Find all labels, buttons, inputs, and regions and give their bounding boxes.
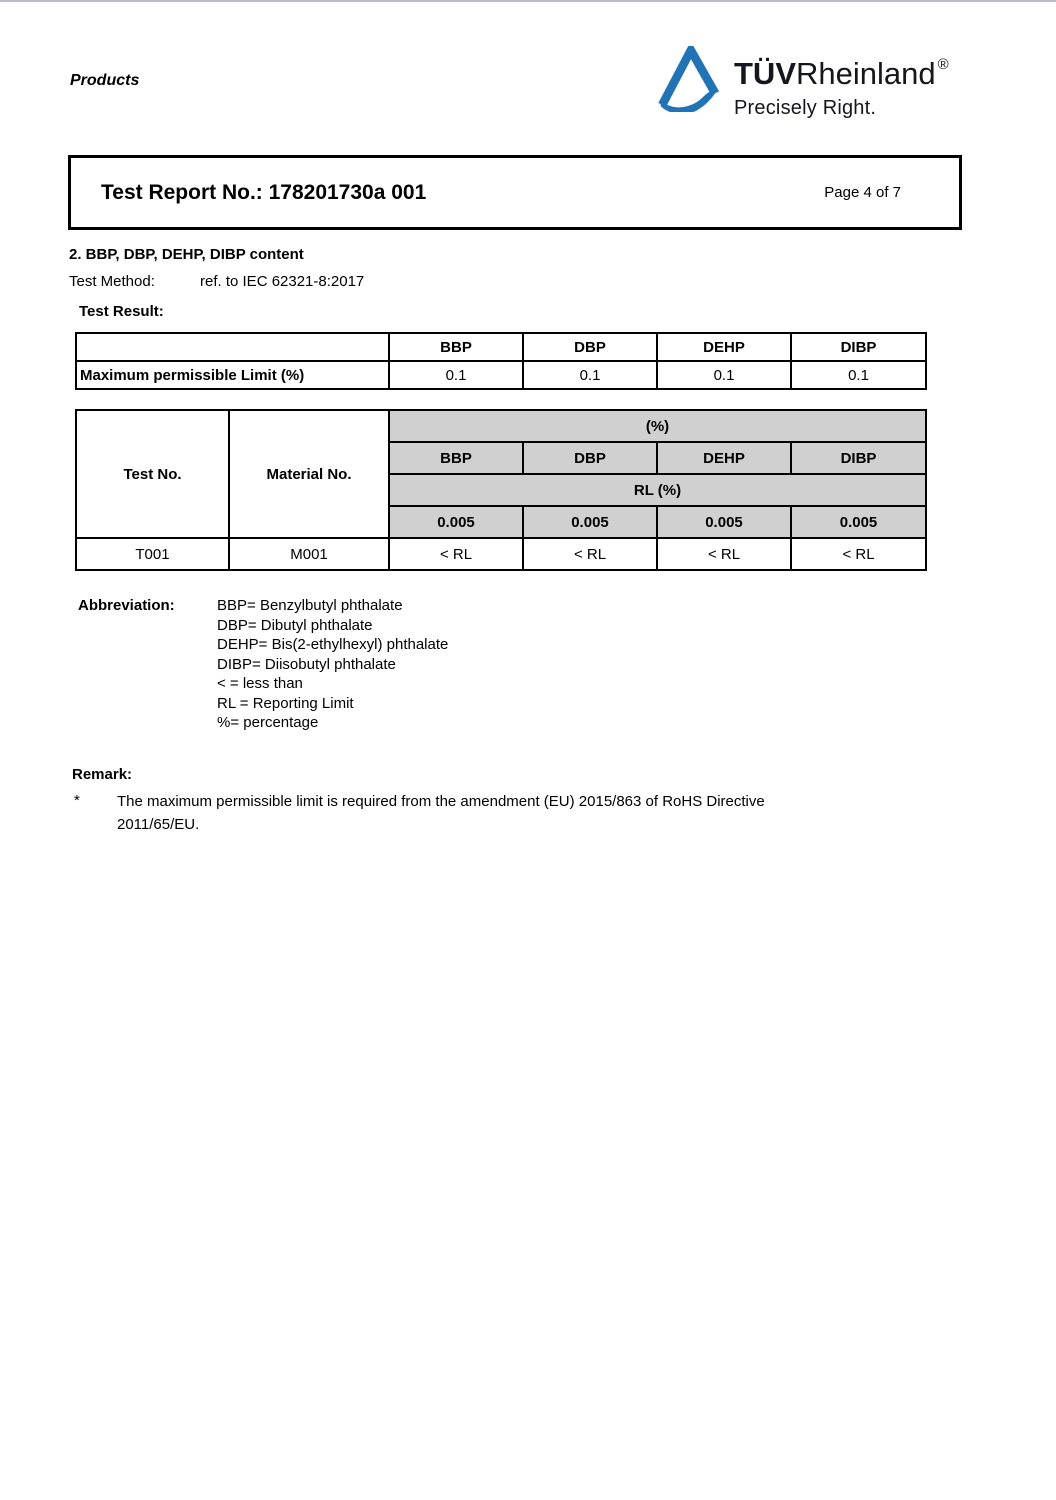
report-header-box [68,155,962,230]
result-rl-value-dehp: 0.005 [657,506,791,538]
limit-value-dbp: 0.1 [523,361,657,389]
result-cell-dehp: < RL [657,538,791,570]
logo-tagline: Precisely Right. [734,97,877,119]
abbreviation-item-bbp: BBP= Benzylbutyl phthalate [217,597,403,614]
logo-brand-line [734,58,949,89]
abbreviation-list [217,596,448,733]
limit-table-header-row [76,333,926,361]
result-analyte-dibp: DIBP [791,442,926,474]
logo-text [734,46,949,120]
result-rl-value-dbp: 0.005 [523,506,657,538]
result-materialno-cell: M001 [229,538,389,570]
abbreviation-item-percent: %= percentage [217,714,319,731]
abbreviation-item-lessthan: < = less than [217,675,303,692]
logo-brand-rheinland: Rheinland [796,56,936,91]
test-result-label: Test Result: [79,303,164,320]
remark-text [117,790,917,836]
limit-value-bbp: 0.1 [389,361,523,389]
limit-value-dibp: 0.1 [791,361,926,389]
limit-table-value-row [76,361,926,389]
remark-asterisk: * [74,792,80,809]
limit-col-header-dehp: DEHP [657,333,791,361]
remark-line-1: The maximum permissible limit is required from the amendment (EU) 2015/863 of RoHS Directive [117,793,765,810]
logo-brand-tuv: TÜV [734,56,796,91]
result-percent-header: (%) [389,410,926,442]
abbreviation-item-dibp: DIBP= Diisobutyl phthalate [217,655,396,673]
result-data-row [76,538,926,570]
result-rl-value-bbp: 0.005 [389,506,523,538]
abbreviation-item-dbp: DBP= Dibutyl phthalate [217,616,373,634]
test-method-row [69,273,569,290]
result-percent-row [76,410,926,442]
result-analyte-dbp: DBP [523,442,657,474]
tuv-triangle-icon [652,46,724,112]
abbreviation-label: Abbreviation: [78,597,175,614]
result-rl-header: RL (%) [389,474,926,506]
result-analyte-dehp: DEHP [657,442,791,474]
result-cell-bbp: < RL [389,538,523,570]
limit-table-corner-cell [76,333,389,361]
report-title: Test Report No.: 178201730a 001 [101,180,427,204]
test-method-label: Test Method: [69,273,155,290]
result-materialno-header: Material No. [229,410,389,538]
abbreviation-item-rl: RL = Reporting Limit [217,694,354,712]
section-heading: 2. BBP, DBP, DEHP, DIBP content [69,246,304,263]
result-testno-header: Test No. [76,410,229,538]
limit-row-header: Maximum permissible Limit (%) [76,361,389,389]
result-testno-cell: T001 [76,538,229,570]
test-method-value: ref. to IEC 62321-8:2017 [200,273,365,290]
result-cell-dibp: < RL [791,538,926,570]
limit-value-dehp: 0.1 [657,361,791,389]
result-cell-dbp: < RL [523,538,657,570]
remark-label: Remark: [72,766,133,783]
tuv-rheinland-logo [652,46,949,120]
result-analyte-bbp: BBP [389,442,523,474]
abbreviation-item-dehp: DEHP= Bis(2-ethylhexyl) phthalate [217,636,449,653]
limit-col-header-bbp: BBP [389,333,523,361]
test-result-table [75,409,927,571]
page-indicator: Page 4 of 7 [824,184,901,201]
max-permissible-limit-table [75,332,927,390]
products-label: Products [70,72,140,89]
limit-col-header-dbp: DBP [523,333,657,361]
registered-trademark-icon: ® [937,56,949,73]
remark-line-2: 2011/65/EU. [117,816,200,833]
result-rl-value-dibp: 0.005 [791,506,926,538]
limit-col-header-dibp: DIBP [791,333,926,361]
